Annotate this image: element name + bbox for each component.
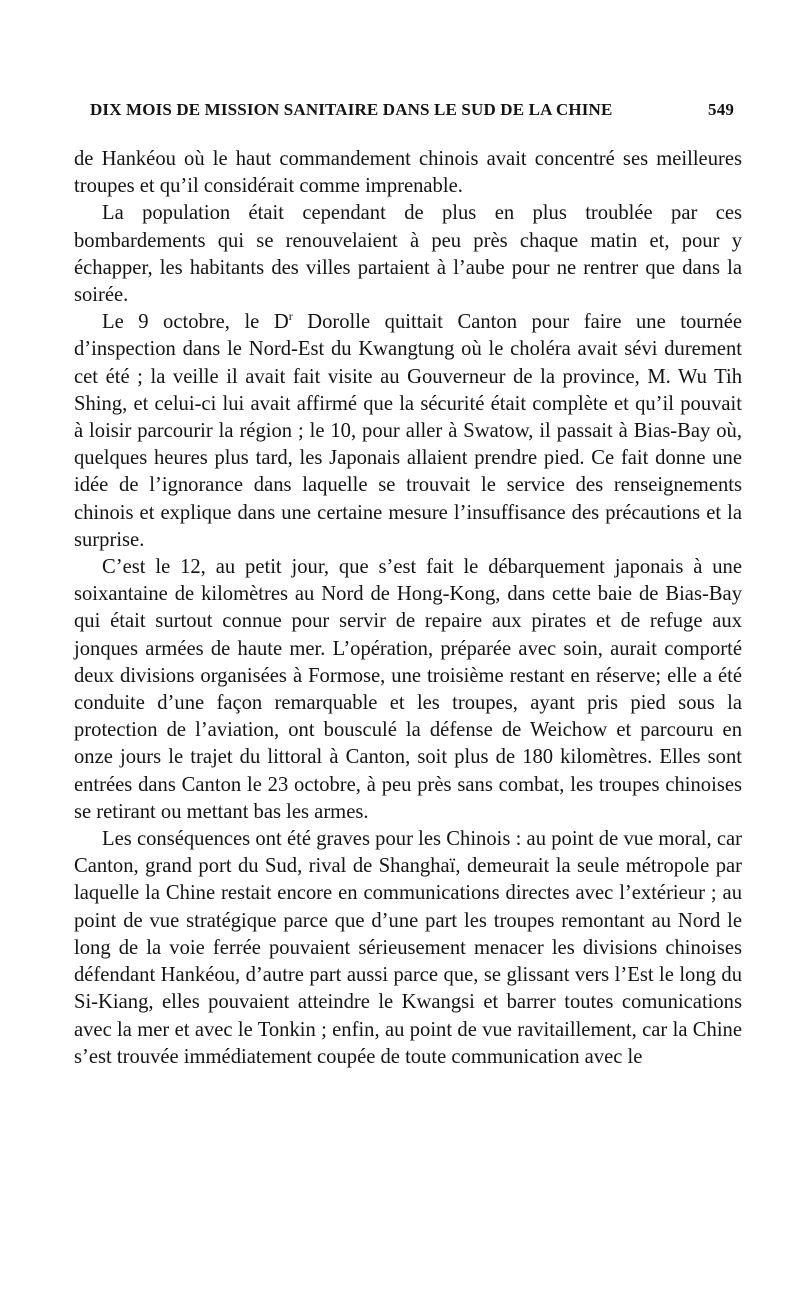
paragraph-4: C’est le 12, au petit jour, que s’est fait le débarquement japonais à une soixantaine de kilomètres au Nord de Hong-Kong, dans cette baie de Bias-Bay qui était surtout connue pour servir de repaire aux pirates et de refuge aux jonques armées de haute mer. L’opération, préparée avec soin, aurait comporté deux divisions organisées à Formose, une troisième restant en réserve; elle a été conduite d’une façon remarquable et les troupes, ayant pris pied sous la protection de l’aviation, ont bousculé la défense de Weichow et parcouru en onze jours le trajet du littoral à Canton, soit plus de 180 kilomètres. Elles sont entrées dans Canton le 23 octobre, à peu près sans combat, les troupes chinoises se retirant ou mettant bas les armes. [74, 556, 742, 823]
running-header [90, 100, 734, 128]
paragraph-2: La population était cependant de plus en plus troublée par ces bombardements qui se renouvelaient à peu près chaque matin et, pour y échapper, les habitants des villes partaient à l’aube pour ne rentrer que dans la soirée. [74, 202, 742, 307]
paragraph-3-rest: Dorolle quittait Canton pour faire une tournée d’inspection dans le Nord-Est du Kwangtung où le choléra avait sévi durement cet été ; la veille il avait fait visite au Gouverneur de la province, M. Wu Tih Shing, et celui-ci lui avait affirmé que la sécurité était complète et qu’il pouvait à loisir parcourir la région ; le 10, pour aller à Swatow, il passait à Bias-Bay où, quelques heures plus tard, les Japonais allaient prendre pied. Ce fait donne une idée de l’ignorance dans laquelle se trouvait le service des renseignements chinois et explique dans une certaine mesure l’insuffisance des précautions et la surprise. [74, 311, 743, 551]
doctor-superscript: r [288, 309, 293, 324]
page-number: 549 [708, 100, 734, 119]
paragraph-3 [74, 309, 742, 554]
paragraph-3-start: Le 9 octobre, le D [102, 311, 289, 334]
paragraph-1: de Hankéou où le haut commandement chinois avait concentré ses meilleures troupes et qu’il considérait comme imprenable. [74, 148, 742, 198]
paragraph-5: Les conséquences ont été graves pour les Chinois : au point de vue moral, car Canton, grand port du Sud, rival de Shanghaï, demeurait la seule métropole par laquelle la Chine restait encore en communications directes avec l’extérieur ; au point de vue stratégique parce que d’une part les troupes remontant au Nord le long de la voie ferrée pouvaient sérieusement menacer les divisions chinoises défendant Hankéou, d’autre part aussi parce que, se glissant vers l’Est le long du Si-Kiang, elles pouvaient atteindre le Kwangsi et barrer toutes comunications avec la mer et avec le Tonkin ; enfin, au point de vue ravitaillement, car la Chine s’est trouvée immédiatement coupée de toute communication avec le [74, 828, 742, 1068]
body-text [74, 146, 742, 1071]
running-title: DIX MOIS DE MISSION SANITAIRE DANS LE SUD DE LA CHINE [90, 100, 613, 119]
